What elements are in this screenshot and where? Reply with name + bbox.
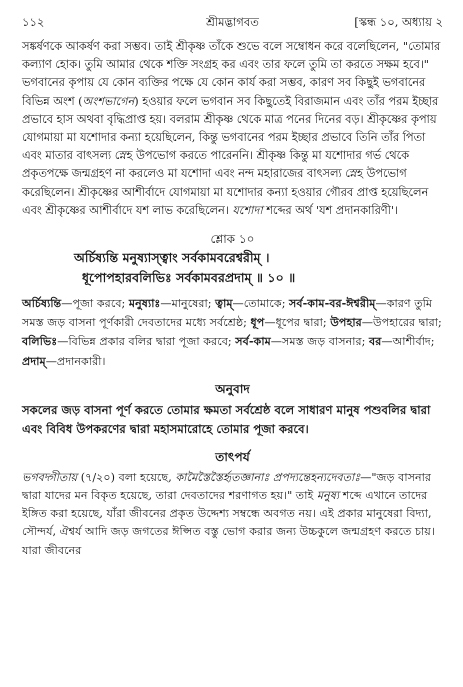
intro-text-2: ) হওয়ার ফলে ভগবান সব কিছুতেই বিরাজমান এবং তাঁর পরম ইচ্ছার প্রভাবে হাস অথবা বৃদ্ধিপ্রাপ্ত হয়। বলরাম শ্রীকৃষ্ণ থেকে মাত্র পনের দিনের বড়। শ্রীকৃষ্ণের কৃপায় যোগমায়া মা যশোদার কন্যা হয়েছিলেন, কিন্তু ভগবানের পরম ইচ্ছার প্রভাবে তিনি তাঁর পিতা এবং মাতার বাৎসল্য স্নেহ উপভোগ করতে পারেননি। শ্রীকৃষ্ণ কিন্তু মা যশোদার গর্ভ থেকে প্রকৃতপক্ষে জন্মগ্রহণ না করলেও মা যশোদা এবং নন্দ মহারাজের বাৎসল্য স্নেহ উপভোগ করেছিলেন। শ্রীকৃষ্ণের আশীর্বাদে যোগমায়া মা যশোদার কন্যা হওয়ার গৌরব প্রাপ্ত হয়েছিলেন এবং শ্রীকৃষ্ণের আশীর্বাদে যশ লাভ করেছিলেন। — [22, 94, 439, 217]
synonym-meaning: —মানুষেরা; — [160, 297, 216, 311]
verse-line-1: অর্চিষ্যন্তি মনুষ্যাস্ত্বাং সর্বকামবরেশ্বরীম্ । — [74, 250, 270, 266]
synonym-meaning: —বিভিন্ন প্রকার বলির দ্বারা পূজা করবে; — [57, 335, 236, 349]
synonym-term: মনুষ্যাঃ — [128, 296, 161, 311]
synonym-meaning: —আশীর্বাদ; — [381, 335, 435, 349]
translation-heading: অনুবাদ — [215, 381, 250, 396]
synonym-meaning: —পূজা করবে; — [61, 297, 129, 311]
purport-text-1: (৭/২০) বলা হয়েছে, — [77, 470, 176, 484]
verse-line-2: ধূপোপহারবলিভিঃ সর্বকামবরপ্রদাম্ ॥ ১০ ॥ — [82, 270, 296, 286]
page-number: ১১২ — [22, 15, 45, 29]
synonym-meaning: —তোমাকে; — [232, 297, 290, 311]
purport-heading: তাৎপর্য — [215, 449, 250, 464]
purport-italic-2: কামৈস্তৈস্তৈর্হৃতজ্ঞানাঃ প্রপদ্যন্তেহন্যদেবতাঃ — [175, 470, 361, 484]
synonym-meaning: —কারণ তুমি সমস্ত জড় বাসনা পূর্ণকারী দেবতাদের মধ্যে সর্বশ্রেষ্ঠ; — [22, 297, 433, 330]
intro-text-1: সঙ্কর্ষণকে আকর্ষণ করা সম্ভব। তাই শ্রীকৃষ্ণ তাঁকে শুভে বলে সম্বোধন করে বলেছিলেন, "তোমার কল্যাণ হোক। তুমি আমার থেকে শক্তি সংগ্রহ কর এবং তার ফলে তুমি তা করতে সক্ষম হবে।" ভগবানের কৃপায় যে কোন ব্যক্তির পক্ষে যে কোন কার্য করা সম্ভব, কারণ সব কিছুই ভগবানের বিভিন্ন অংশ ( — [22, 40, 441, 108]
synonym-term: প্রদাম্ — [22, 353, 46, 368]
purport-text-2: —"জড় বাসনার দ্বারা যাদের মন বিকৃত হয়েছে, তারা দেবতাদের শরণাগত হয়।" তাই — [22, 470, 432, 503]
synonym-term: সর্ব-কাম — [235, 334, 271, 349]
synonym-term: উপহার — [330, 315, 362, 330]
synonym-term: বর — [369, 334, 382, 349]
translation-text: সকলের জড় বাসনা পূর্ণ করতে তোমার ক্ষমতা সর্বশ্রেষ্ঠ বলে সাধারণ মানুষ পশুবলির দ্বারা এবং বিবিধ উপকরণের দ্বারা মহাসমারোহে তোমার পূজা করবে। — [22, 402, 431, 436]
purport-text-3: শব্দে এখানে তাদের ইঙ্গিত করা হয়েছে, যাঁরা জীবনের প্রকৃত উদ্দেশ্য সম্বন্ধে অবগত নয়। এই প্রকার মানুষেরা বিদ্যা, সৌন্দর্য, ঐশ্বর্য আদি জড় জগতের ঈপ্সিত বস্তু ভোগ করার জন্য উচ্চকুলে জন্মগ্রহণ করতে চায়। যারা জীবনের — [22, 489, 435, 557]
word-meanings — [22, 294, 443, 371]
intro-paragraph — [22, 38, 443, 220]
synonym-meaning: —সমস্ত জড় বাসনার; — [270, 335, 370, 349]
purport-text — [22, 469, 443, 560]
synonym-meaning: —ধূপের দ্বারা; — [264, 316, 331, 330]
synonym-meaning: —উপহারের দ্বারা; — [361, 316, 442, 330]
synonym-term: বলিভিঃ — [22, 334, 58, 349]
intro-italic-term-2: যশোদা — [232, 203, 263, 217]
page-header — [22, 12, 443, 32]
purport-italic-3: মনুষ্য — [316, 489, 340, 503]
synonym-term: অর্চিষ্যন্তি — [22, 296, 62, 311]
synonym-term: ধূপ — [250, 315, 265, 330]
purport-italic-1: ভগবদ্গীতায় — [22, 470, 78, 484]
verse-title: শ্লোক ১০ — [210, 232, 255, 247]
synonym-meaning: —প্রদানকারী। — [45, 354, 106, 368]
intro-text-3: শব্দের অর্থ 'যশ প্রদানকারিণী'। — [262, 203, 398, 217]
intro-italic-term-1: অংশভাগেন — [82, 94, 135, 108]
synonym-term: সর্ব-কাম-বর-ঈশ্বরীম্ — [289, 296, 376, 311]
section-label: [স্কন্ধ ১০, অধ্যায় ২ — [354, 15, 443, 29]
synonym-term: ত্বাম্ — [215, 296, 233, 311]
book-title: শ্রীমদ্ভাগবত — [206, 15, 259, 29]
